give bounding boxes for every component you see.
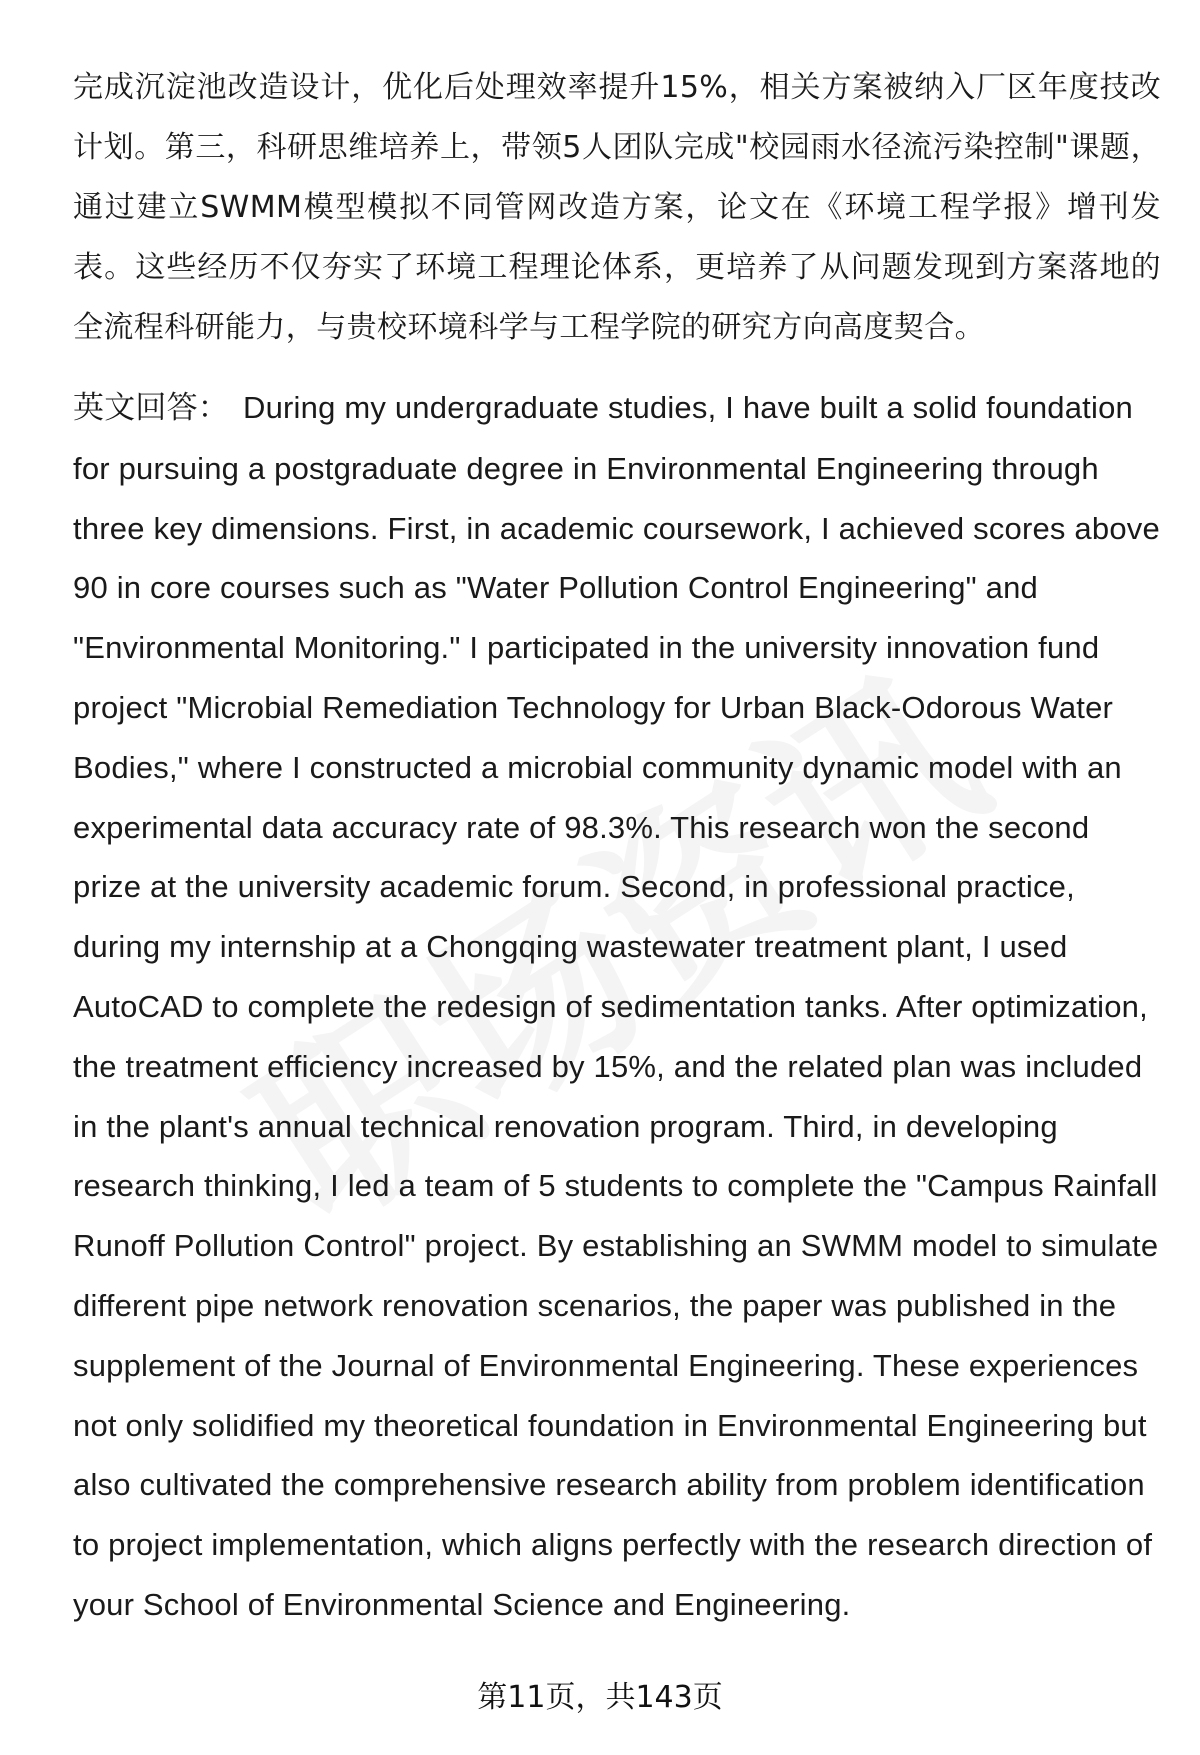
english-answer-paragraph [73, 378, 1161, 1635]
english-answer-text: During my undergraduate studies, I have built a solid foundation for pursuing a postgraduate degree in Environmental Engineering through three key dimensions. First, in academic coursework, I achieved scores above 90 in core courses such as "Water Pollution Control Engineering" and "Environmental Monitoring." I participated in the university innovation fund project "Microbial Remediation Technology for Urban Black-Odorous Water Bodies," where I constructed a microbial community dynamic model with an experimental data accuracy rate of 98.3%. This research won the second prize at the university academic forum. Second, in professional practice, during my internship at a Chongqing wastewater treatment plant, I used AutoCAD to complete the redesign of sedimentation tanks. After optimization, the treatment efficiency increased by 15%, and the related plan was included in the plant's annual technical renovation program. Third, in developing research thinking, I led a team of 5 students to complete the "Campus Rainfall Runoff Pollution Control" project. By establishing an SWMM model to simulate different pipe network renovation scenarios, the paper was published in the supplement of the Journal of Environmental Engineering. These experiences not only solidified my theoretical foundation in Environmental Engineering but also cultivated the comprehensive research ability from problem identification to project implementation, which aligns perfectly with the research direction of your School of Environmental Science and Engineering. [73, 390, 1160, 1622]
document-body [73, 58, 1161, 1635]
page-number: 第11页，共143页 [477, 1680, 723, 1715]
english-answer-label: 英文回答： [73, 390, 229, 426]
chinese-paragraph: 完成沉淀池改造设计，优化后处理效率提升15%，相关方案被纳入厂区年度技改计划。第三，科研思维培养上，带领5人团队完成"校园雨水径流污染控制"课题，通过建立SWMM模型模拟不同管网改造方案，论文在《环境工程学报》增刊发表。这些经历不仅夯实了环境工程理论体系，更培养了从问题发现到方案落地的全流程科研能力，与贵校环境科学与工程学院的研究方向高度契合。 [73, 70, 1161, 345]
